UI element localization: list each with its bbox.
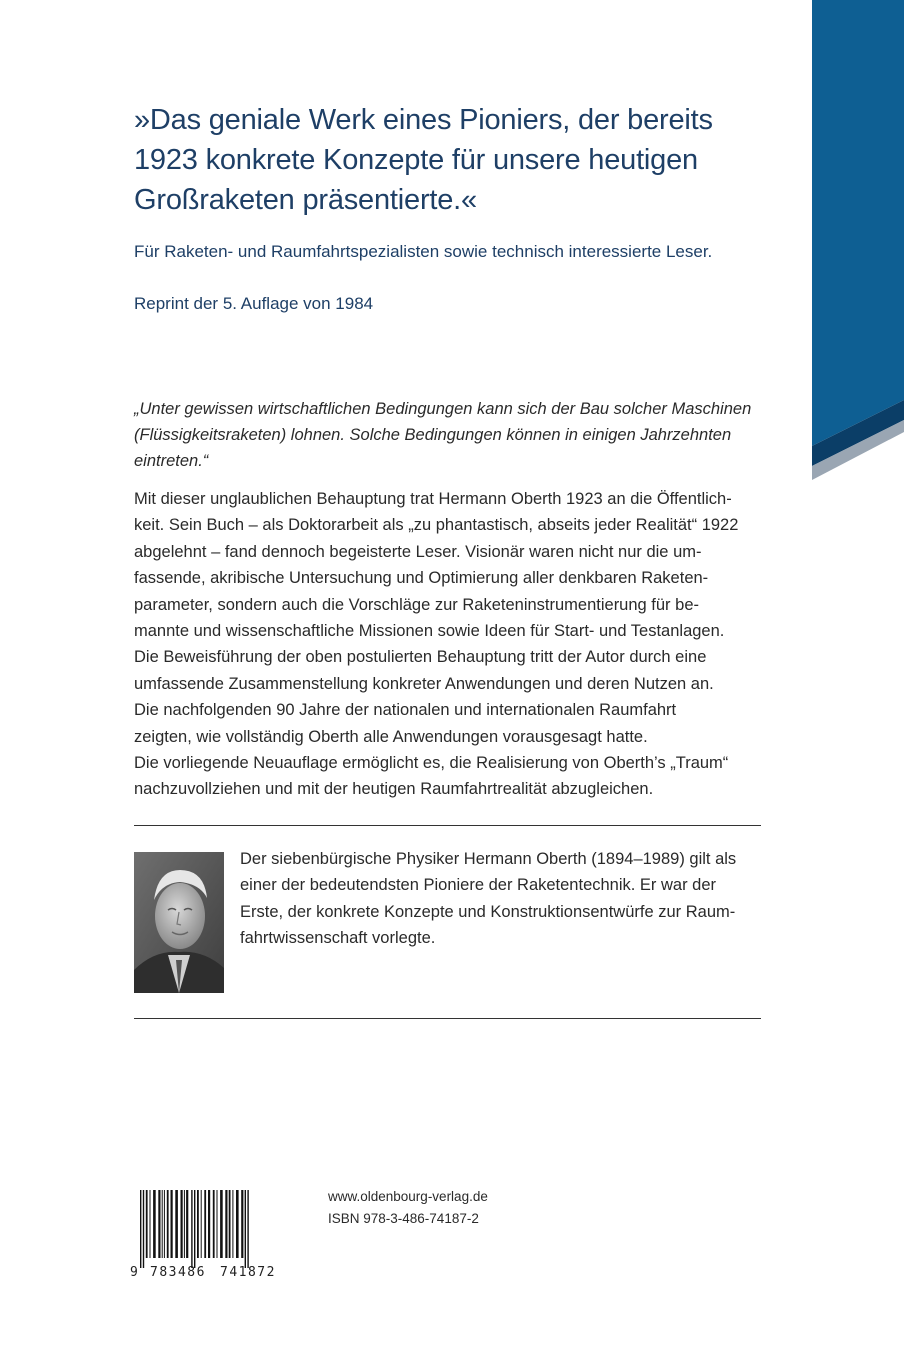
description-line: keit. Sein Buch – als Doktorarbeit als „zu phantastisch, abseits jeder Realität“ 1922 (134, 516, 739, 535)
barcode-bar (208, 1190, 210, 1258)
cover-accent-band (812, 0, 904, 480)
barcode-bar (181, 1190, 183, 1258)
barcode-bar (201, 1190, 202, 1258)
barcode-bar (232, 1190, 233, 1258)
isbn-barcode (128, 1188, 292, 1280)
reprint-note: Reprint der 5. Auflage von 1984 (134, 294, 374, 313)
description-line: Die nachfolgenden 90 Jahre der nationalen und internationalen Raumfahrt (134, 701, 677, 720)
author-portrait (134, 852, 224, 993)
description-line: umfassende Zusammenstellung konkreter Anwendungen und deren Nutzen an. (134, 674, 714, 693)
bio-line: Erste, der konkrete Konzepte und Konstruktionsentwürfe zur Raum- (240, 902, 736, 921)
divider-top (134, 825, 761, 826)
description-line: Die vorliegende Neuauflage ermöglicht es, die Realisierung von Oberth’s „Traum“ (134, 754, 729, 773)
barcode-bar (217, 1190, 218, 1258)
barcode-bar (140, 1190, 141, 1268)
description-line: fassende, akribische Untersuchung und Optimierung aller denkbaren Raketen- (134, 569, 709, 588)
barcode-bar (162, 1190, 163, 1258)
publisher-info (328, 1186, 488, 1230)
barcode-bar (171, 1190, 173, 1258)
barcode-first-digit: 9 (130, 1265, 138, 1280)
barcode-bar (158, 1190, 160, 1258)
barcode-bar (197, 1190, 199, 1258)
barcode-bar (153, 1190, 156, 1258)
barcode-bar (241, 1190, 243, 1258)
barcode-bar (204, 1190, 206, 1258)
barcode-bar (175, 1190, 178, 1258)
description-line: Mit dieser unglaublichen Behauptung trat Hermann Oberth 1923 an die Öffentlich- (134, 490, 732, 508)
barcode-bar (225, 1190, 227, 1258)
barcode-bar (220, 1190, 223, 1258)
audience-line: Für Raketen- und Raumfahrtspezialisten sowie technisch interessierte Leser. (134, 242, 713, 261)
divider-bottom (134, 1018, 761, 1019)
barcode-bar (164, 1190, 165, 1258)
description-line: abgelehnt – fand dennoch begeisterte Leser. Visionär waren nicht nur die um- (134, 542, 702, 561)
barcode-bar (247, 1190, 248, 1268)
barcode-bar (146, 1190, 148, 1258)
barcode-bar (229, 1190, 231, 1258)
barcode-left-group: 783486 (150, 1265, 206, 1280)
barcode-bar (167, 1190, 169, 1258)
barcode-bar (184, 1190, 185, 1258)
barcode-bar (194, 1190, 195, 1268)
isbn-number: ISBN 978-3-486-74187-2 (328, 1211, 479, 1226)
description-line: nachzuvollziehen und mit der heutigen Raumfahrtrealität abzugleichen. (134, 780, 654, 799)
description-line: parameter, sondern auch die Vorschläge zur Raketeninstrumentierung für be- (134, 595, 699, 614)
barcode-bar (245, 1190, 246, 1268)
description-line: mannte und wissenschaftliche Missionen sowie Ideen für Start- und Testanlagen. (134, 622, 725, 641)
description-line: Die Beweisführung der oben postulierten Behauptung tritt der Autor durch eine (134, 648, 707, 667)
bio-line: einer der bedeutendsten Pioniere der Raketentechnik. Er war der (240, 876, 717, 895)
barcode-right-group: 741872 (220, 1265, 276, 1280)
barcode-bar (143, 1190, 144, 1268)
author-bio (240, 846, 760, 952)
bio-line: Der siebenbürgische Physiker Hermann Oberth (1894–1989) gilt als (240, 850, 737, 868)
barcode-bar (150, 1190, 151, 1258)
barcode-bar (191, 1190, 192, 1268)
bio-line: fahrtwissenschaft vorlegte. (240, 929, 436, 948)
description-line: zeigten, wie vollständig Oberth alle Anwendungen vorausgesagt hatte. (134, 727, 648, 746)
book-description (134, 486, 766, 803)
oberth-quote: „Unter gewissen wirtschaftlichen Bedingungen kann sich der Bau solcher Maschinen (Flüssigkeitsraketen) lohnen. Solche Bedingungen können in einigen Jahrzehnten eintreten.“ (134, 400, 752, 470)
publisher-website: www.oldenbourg-verlag.de (328, 1189, 488, 1204)
barcode-bar (213, 1190, 215, 1258)
barcode-bar (186, 1190, 188, 1258)
headline-quote: »Das geniale Werk eines Pioniers, der bereits 1923 konkrete Konzepte für unsere heutigen Großraketen präsentierte.« (134, 104, 713, 216)
barcode-bar (236, 1190, 239, 1258)
